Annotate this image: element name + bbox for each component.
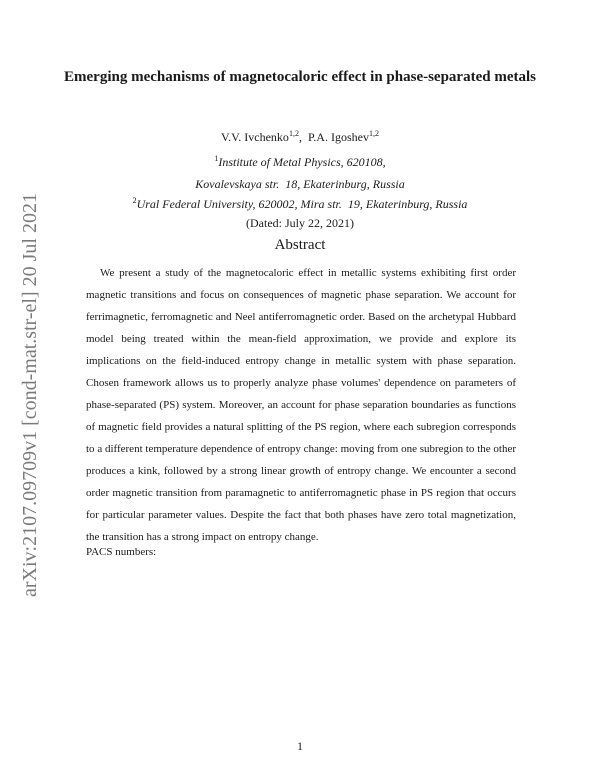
affiliation-mark: 2 [132,196,137,205]
affiliation-1 [60,148,540,195]
arxiv-stamp-text: arXiv:2107.09709v1 [cond-mat.str-el] 20 Jul 2021 [19,193,41,597]
date-line: (Dated: July 22, 2021) [246,216,354,230]
author-affiliation-mark: 1,2 [288,129,299,138]
author-separator: , [298,130,308,144]
author-name: P.A. Igoshev [307,130,369,144]
affiliation-2 [60,190,540,215]
affiliation-mark: 1 [214,154,219,163]
author-list [60,125,540,146]
affiliation-line: Ural Federal University, 620002, Mira str. 19, Ekaterinburg, Russia [136,197,468,211]
page-number: 1 [297,739,303,753]
arxiv-stamp [8,190,48,600]
author-name: V.V. Ivchenko [221,130,289,144]
affiliation-line: Institute of Metal Physics, 620108, [218,155,386,169]
affiliation-line: Kovalevskaya str. 18, Ekaterinburg, Russia [195,177,405,191]
author-affiliation-mark: 1,2 [368,129,379,138]
abstract-body: We present a study of the magnetocaloric effect in metallic systems exhibiting first order magnetic transitions and focus on consequences of magnetic phase separation. We account for ferrimagnetic, ferromagnetic and Neel antiferromagnetic order. Based on the archetypal Hubbard model being treated within the mean-field approximation, we provide and explore its implications on the field-induced entropy change in metallic system with phase separation. Chosen framework allows us to properly analyze phase volumes' dependence on parameters of phase-separated (PS) system. Moreover, an account for phase separation boundaries as functions of magnetic field provides a natural splitting of the PS region, where each subregion corresponds to a different temperature dependence of entropy change: moving from one subregion to the other produces a kink, followed by a strong linear growth of entropy change. We encounter a second order magnetic transition from paramagnetic to antiferromagnetic phase in PS region that occurs for particular parameter values. Despite the fact that both phases have zero total magnetization, the transition has a strong impact on entropy change. [86,267,516,543]
abstract-heading: Abstract [274,237,326,253]
pacs-numbers: PACS numbers: [86,546,157,558]
paper-title: Emerging mechanisms of magnetocaloric effect in phase-separated metals [64,69,536,85]
